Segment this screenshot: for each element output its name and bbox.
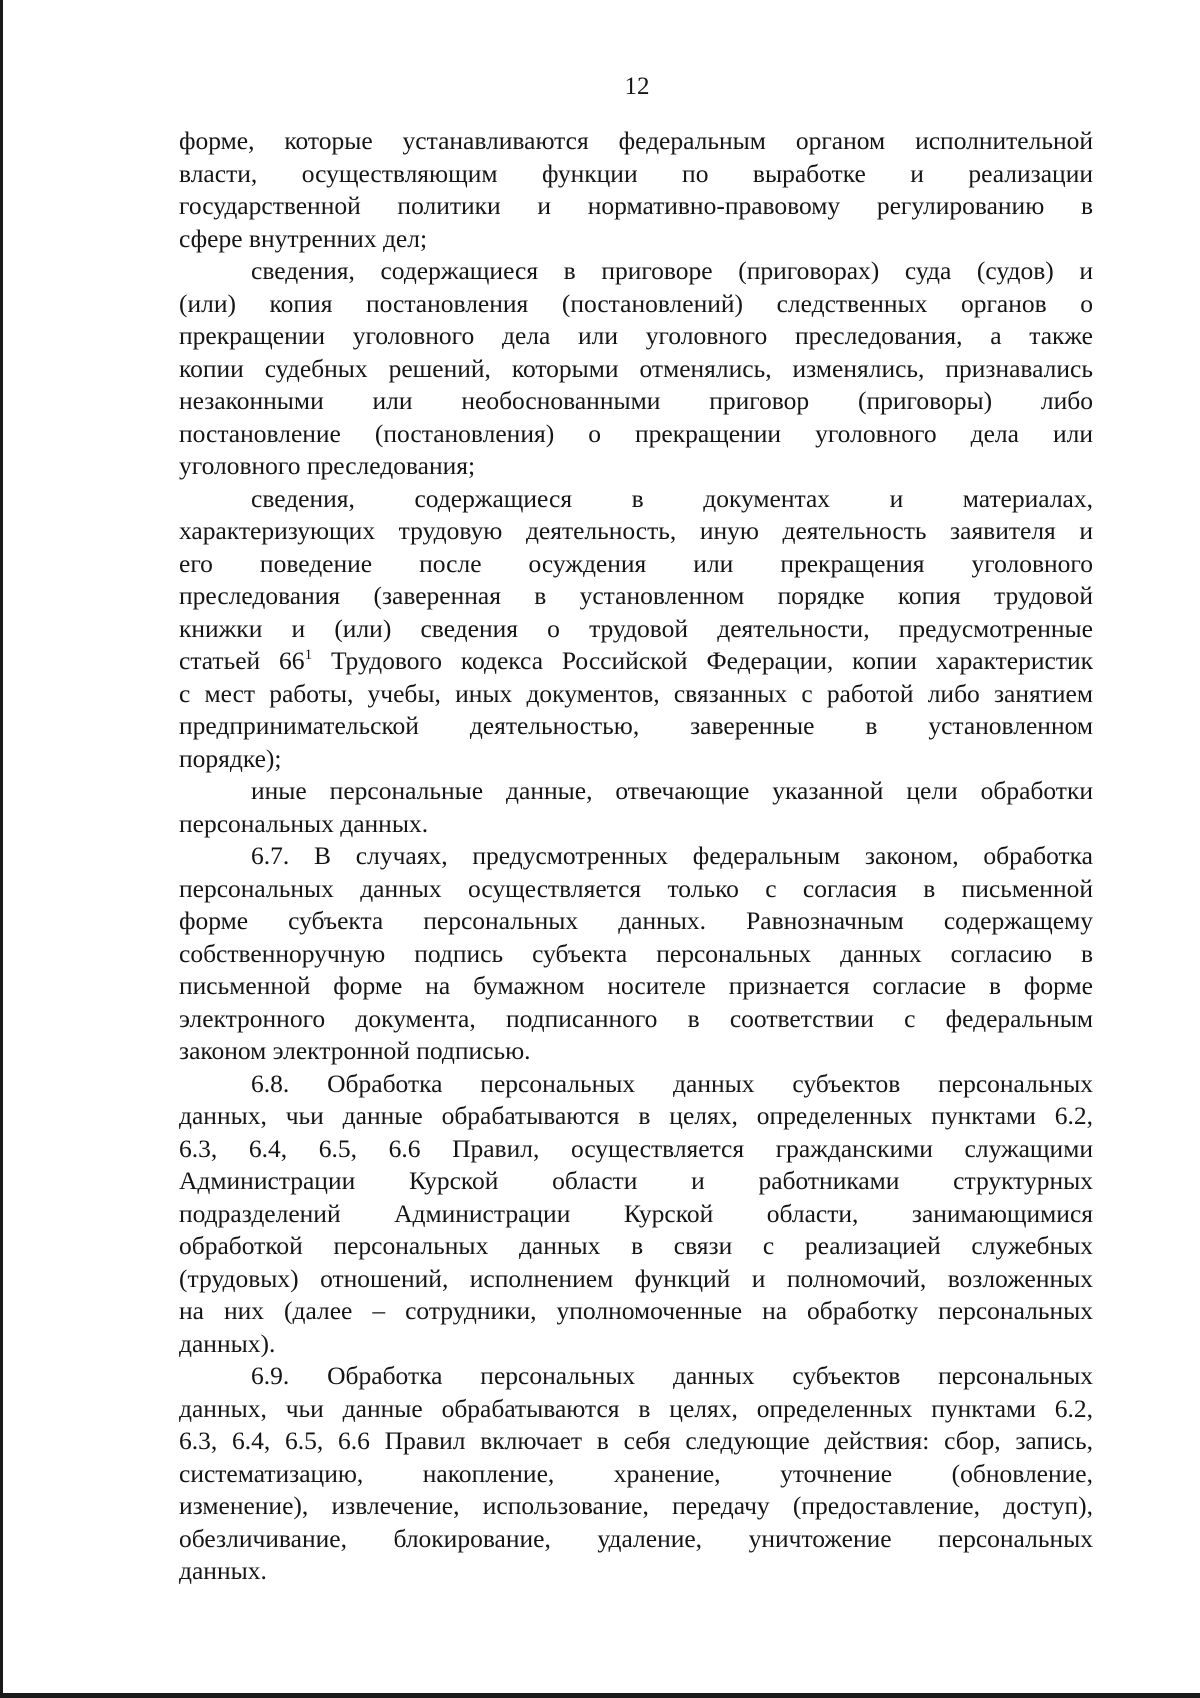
text-line: уголовного преследования;: [179, 451, 476, 480]
text-line: (или) копия постановления (постановлений) следственных органов о: [179, 288, 1093, 318]
paragraph: [179, 840, 1093, 1068]
text-line: подразделений Администрации Курской области, занимающимися: [179, 1198, 1093, 1228]
text-line: данных, чьи данные обрабатываются в целях, определенных пунктами 6.2,: [179, 1101, 1093, 1130]
text-line: преследования (заверенная в установленном порядке копия трудовой: [179, 581, 1093, 610]
text-line: порядке);: [179, 743, 282, 773]
page-number: 12: [624, 73, 650, 100]
text-line: власти, осуществляющим функции по выработке и реализации: [179, 158, 1093, 188]
text-line: сведения, содержащиеся в документах и материалах,: [251, 483, 1093, 513]
text-line: форме, которые устанавливаются федеральным органом исполнительной: [179, 126, 1093, 155]
text-line: государственной политики и нормативно-правовому регулированию в: [179, 191, 1093, 220]
text-line: иные персональные данные, отвечающие указанной цели обработки: [251, 776, 1093, 805]
page-bottom-edge: [0, 1693, 1200, 1698]
text-line: незаконными или необоснованными приговор (приговоры) либо: [179, 386, 1093, 415]
text-line: постановление (постановления) о прекращении уголовного дела или: [179, 418, 1093, 448]
text-line: 6.8. Обработка персональных данных субъектов персональных: [251, 1068, 1093, 1098]
page-left-edge: [0, 0, 3, 1698]
text-line: данных.: [179, 1556, 267, 1585]
paragraph: [179, 255, 1093, 483]
text-line: электронного документа, подписанного в соответствии с федеральным: [179, 1003, 1093, 1033]
text-line: письменной форме на бумажном носителе признается согласие в форме: [179, 971, 1093, 1000]
text-line: с мест работы, учебы, иных документов, связанных с работой либо занятием: [179, 678, 1093, 708]
text-line: его поведение после осуждения или прекращения уголовного: [179, 548, 1093, 578]
text-line: персональных данных.: [179, 808, 429, 838]
text-line: сфере внутренних дел;: [179, 223, 428, 253]
text-line-tail: Трудового кодекса Российской Федерации, копии характеристик: [312, 646, 1093, 675]
superscript: 1: [304, 647, 313, 663]
text-line: законом электронной подписью.: [179, 1036, 531, 1065]
text-line: 6.7. В случаях, предусмотренных федеральным законом, обработка: [251, 841, 1093, 870]
paragraph: [179, 125, 1093, 255]
text-line: систематизацию, накопление, хранение, уточнение (обновление,: [179, 1458, 1093, 1488]
text-line: 6.3, 6.4, 6.5, 6.6 Правил включает в себя следующие действия: сбор, запись,: [179, 1426, 1093, 1455]
text-line: книжки и (или) сведения о трудовой деятельности, предусмотренные: [179, 613, 1093, 643]
text-line: изменение), извлечение, использование, передачу (предоставление, доступ),: [179, 1491, 1093, 1520]
text-line: статьей $66^1$ Трудового кодекса Российской Федерации, копии характеристик: [179, 646, 1093, 675]
text-line: данных, чьи данные обрабатываются в целях, определенных пунктами 6.2,: [179, 1393, 1093, 1423]
text-line: собственноручную подпись субъекта персональных данных согласию в: [179, 938, 1093, 968]
paragraph: [179, 1068, 1093, 1361]
text-line: копии судебных решений, которыми отменялись, изменялись, признавались: [179, 353, 1093, 383]
paragraph: [179, 483, 1093, 776]
text-line: прекращении уголовного дела или уголовного преследования, а также: [179, 321, 1093, 350]
text-line: данных).: [179, 1328, 276, 1358]
text-line: Администрации Курской области и работниками структурных: [179, 1166, 1093, 1195]
document-body: [179, 125, 1093, 1588]
text-line: обработкой персональных данных в связи с реализацией служебных: [179, 1231, 1093, 1260]
paragraph: [179, 1360, 1093, 1588]
text-line: форме субъекта персональных данных. Равнозначным содержащему: [179, 906, 1093, 935]
text-line: 6.9. Обработка персональных данных субъектов персональных: [251, 1361, 1093, 1390]
text-line: предпринимательской деятельностью, заверенные в установленном: [179, 711, 1093, 740]
text-line: характеризующих трудовую деятельность, иную деятельность заявителя и: [179, 516, 1093, 545]
text-line: (трудовых) отношений, исполнением функций и полномочий, возложенных: [179, 1263, 1093, 1293]
text-line: персональных данных осуществляется только с согласия в письменной: [179, 873, 1093, 903]
text-line: сведения, содержащиеся в приговоре (приговорах) суда (судов) и: [251, 256, 1093, 285]
text-line: на них (далее – сотрудники, уполномоченные на обработку персональных: [179, 1296, 1093, 1325]
text-line: 6.3, 6.4, 6.5, 6.6 Правил, осуществляется гражданскими служащими: [179, 1133, 1093, 1163]
text-line: обезличивание, блокирование, удаление, уничтожение персональных: [179, 1523, 1093, 1553]
paragraph: [179, 775, 1093, 840]
